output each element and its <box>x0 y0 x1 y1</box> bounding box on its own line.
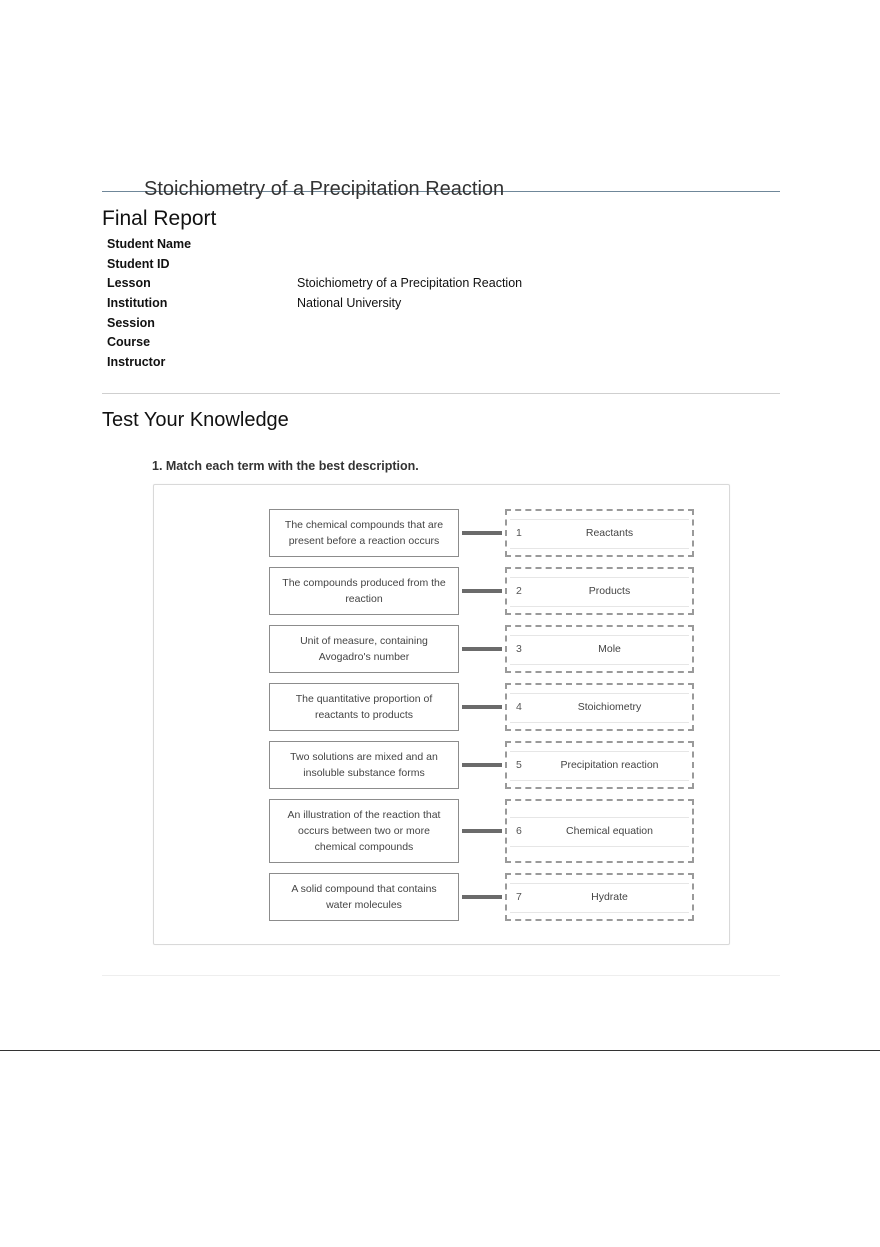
connector-line <box>462 895 502 899</box>
description-box: A solid compound that contains water molecules <box>269 873 459 921</box>
term-number: 4 <box>516 701 522 713</box>
term-label: Hydrate <box>591 891 628 903</box>
term-drop-zone[interactable] <box>505 873 694 921</box>
report-heading: Final Report <box>102 207 217 230</box>
term-slot <box>510 519 689 549</box>
term-slot <box>510 577 689 607</box>
term-drop-zone[interactable] <box>505 799 694 863</box>
description-box: An illustration of the reaction that occurs between two or more chemical compounds <box>269 799 459 863</box>
term-drop-zone[interactable] <box>505 509 694 557</box>
info-label: Instructor <box>107 355 166 370</box>
term-number: 7 <box>516 891 522 903</box>
description-box: The compounds produced from the reaction <box>269 567 459 615</box>
connector-line <box>462 829 502 833</box>
connector-line <box>462 531 502 535</box>
description-box: The chemical compounds that are present before a reaction occurs <box>269 509 459 557</box>
term-number: 1 <box>516 527 522 539</box>
connector-line <box>462 763 502 767</box>
term-label: Reactants <box>585 527 634 539</box>
term-number: 3 <box>516 643 522 655</box>
document-title: Stoichiometry of a Precipitation Reaction <box>144 178 505 200</box>
term-label: Stoichiometry <box>577 701 642 713</box>
description-box: Unit of measure, containing Avogadro's number <box>269 625 459 673</box>
term-slot <box>510 817 689 847</box>
info-label: Student Name <box>107 237 192 251</box>
term-number: 6 <box>516 825 522 837</box>
term-slot <box>510 883 689 913</box>
info-label: Session <box>107 315 155 330</box>
description-box: Two solutions are mixed and an insoluble substance forms <box>269 741 459 789</box>
term-label: Precipitation reaction <box>560 759 659 771</box>
term-label: Products <box>588 585 631 597</box>
description-box: The quantitative proportion of reactants to products <box>269 683 459 731</box>
connector-line <box>462 647 502 651</box>
section-heading: Test Your Knowledge <box>102 409 289 431</box>
term-drop-zone[interactable] <box>505 625 694 673</box>
term-number: 2 <box>516 585 522 597</box>
page-break-line <box>0 1050 880 1051</box>
term-drop-zone[interactable] <box>505 567 694 615</box>
term-slot <box>510 751 689 781</box>
term-drop-zone[interactable] <box>505 741 694 789</box>
term-slot <box>510 635 689 665</box>
connector-line <box>462 705 502 709</box>
term-slot <box>510 693 689 723</box>
info-label: Institution <box>107 296 168 311</box>
info-value: Stoichiometry of a Precipitation Reaction <box>297 276 523 291</box>
section-divider <box>102 393 780 394</box>
question-prompt: 1. Match each term with the best description. <box>152 459 419 473</box>
info-label: Student ID <box>107 256 170 271</box>
connector-line <box>462 589 502 593</box>
term-label: Chemical equation <box>566 825 653 837</box>
term-label: Mole <box>598 643 621 655</box>
section-end-divider <box>102 975 780 976</box>
info-label: Course <box>107 335 151 350</box>
info-value: National University <box>297 296 402 311</box>
info-label: Lesson <box>107 276 151 291</box>
term-drop-zone[interactable] <box>505 683 694 731</box>
term-number: 5 <box>516 759 522 771</box>
